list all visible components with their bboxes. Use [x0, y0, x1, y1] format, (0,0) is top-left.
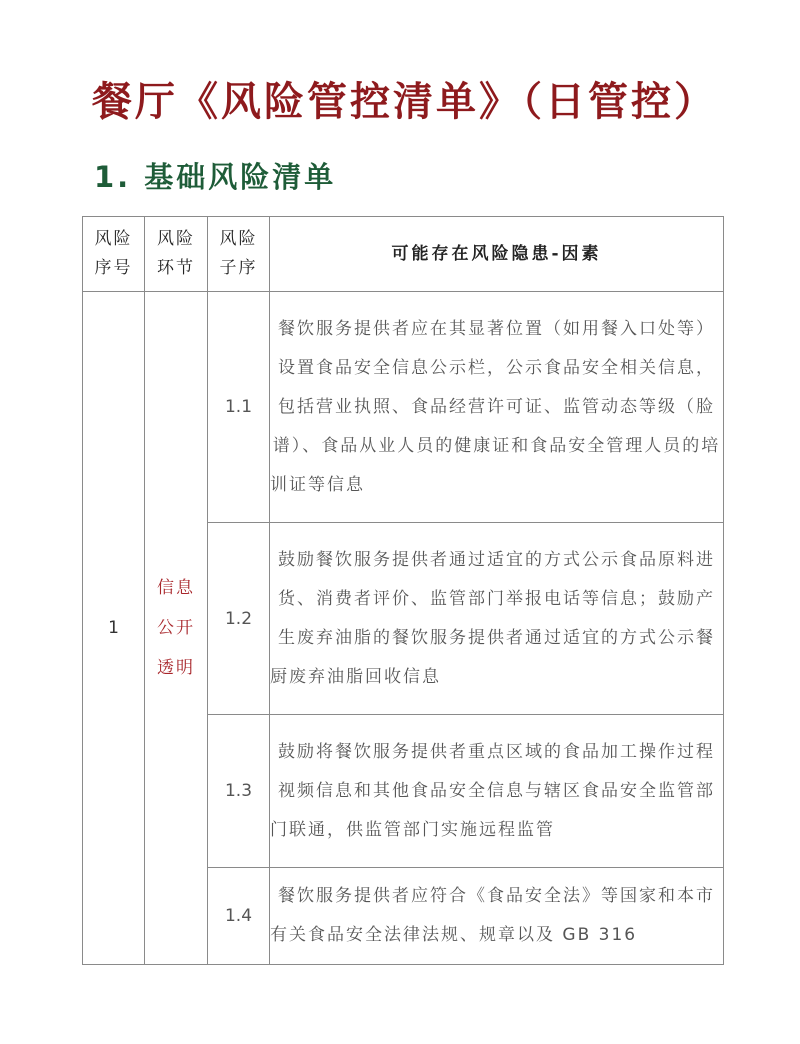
risk-table [82, 216, 730, 965]
header-risk-stage [145, 217, 208, 292]
header-risk-stage-line1: 风险 [157, 229, 195, 249]
header-risk-seq [83, 217, 145, 292]
risk-sub-cell: 1.3 [208, 715, 270, 868]
risk-stage-line2: 公开 [157, 618, 195, 638]
risk-stage-cell [145, 292, 208, 965]
header-risk-stage-line2: 环节 [157, 258, 195, 278]
risk-stage-line1: 信息 [157, 578, 195, 598]
risk-factor-cell: 餐饮服务提供者应符合《食品安全法》等国家和本市有关食品安全法律法规、规章以及 GB 316 [270, 868, 724, 965]
risk-factor-cell: 餐饮服务提供者应在其显著位置（如用餐入口处等）设置食品安全信息公示栏，公示食品安全相关信息， 包括营业执照、食品经营许可证、监管动态等级（脸谱）、食品从业人员的健康证和食品安全管理人员的培训证等信息 [270, 292, 724, 523]
table-row [83, 292, 724, 523]
header-risk-sub-line2: 子序 [219, 258, 258, 278]
risk-sub-cell: 1.1 [208, 292, 270, 523]
section-title: 1. 基础风险清单 [94, 160, 337, 194]
risk-factor-cell: 鼓励餐饮服务提供者通过适宜的方式公示食品原料进货、消费者评价、监管部门举报电话等信息；鼓励产生废弃油脂的餐饮服务提供者通过适宜的方式公示餐厨废弃油脂回收信息 [270, 523, 724, 715]
risk-seq-cell: 1 [83, 292, 145, 965]
risk-sub-cell: 1.2 [208, 523, 270, 715]
risk-factor-cell: 鼓励将餐饮服务提供者重点区域的食品加工操作过程视频信息和其他食品安全信息与辖区食品安全监管部门联通，供监管部门实施远程监管 [270, 715, 724, 868]
header-risk-seq-line1: 风险 [94, 229, 133, 249]
header-risk-seq-line2: 序号 [94, 258, 133, 278]
header-risk-factor: 可能存在风险隐患-因素 [270, 217, 724, 292]
header-risk-sub [208, 217, 270, 292]
risk-sub-cell: 1.4 [208, 868, 270, 965]
header-risk-sub-line1: 风险 [219, 229, 258, 249]
risk-stage-line3: 透明 [157, 658, 195, 678]
page-title: 餐厅《风险管控清单》（日管控） [92, 79, 717, 125]
table-header-row [83, 217, 724, 292]
